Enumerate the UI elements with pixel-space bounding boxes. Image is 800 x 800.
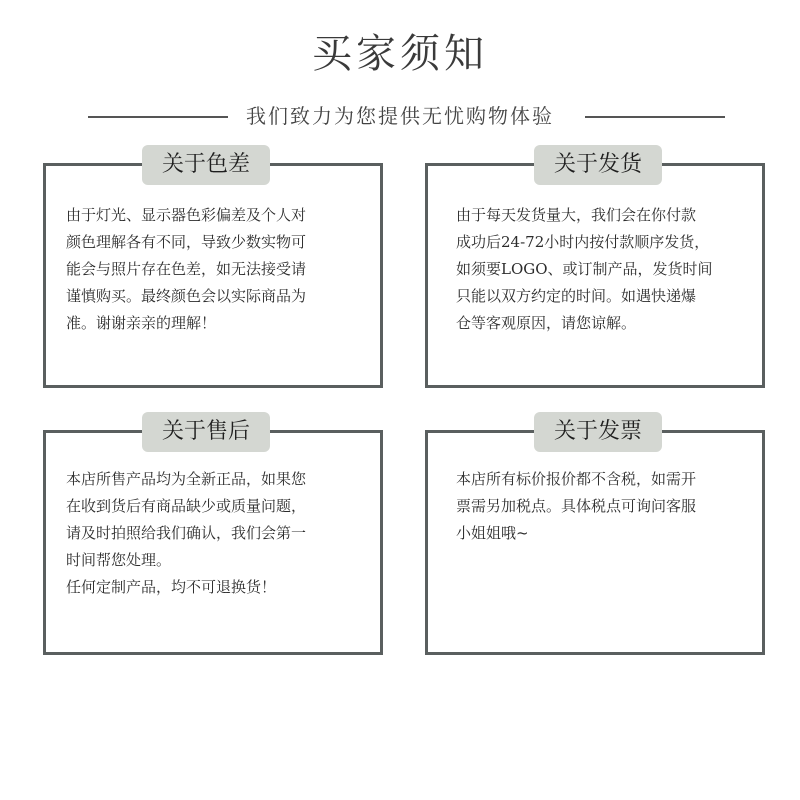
page-title: 买家须知 [312,31,488,77]
tag-after-sales: 关于售后 [142,412,270,452]
tag-color-difference: 关于色差 [142,145,270,185]
tag-invoice: 关于发票 [534,412,662,452]
tag-shipping: 关于发货 [534,145,662,185]
page-subtitle: 我们致力为您提供无忧购物体验 [246,104,554,128]
divider-right [585,116,725,118]
text-after-sales: 本店所售产品均为全新正品，如果您 在收到货后有商品缺少或质量问题， 请及时拍照给我们确认，我们会第一 时间帮您处理。 任何定制产品，均不可退换货！ [66,470,307,596]
text-shipping: 由于每天发货量大，我们会在你付款 成功后24-72小时内按付款顺序发货， 如须要LOGO、或订制产品，发货时间 只能以双方约定的时间。如遇快递爆 仓等客观原因，请您谅解。 [456,206,713,332]
text-color-difference: 由于灯光、显示器色彩偏差及个人对 颜色理解各有不同，导致少数实物可 能会与照片存在色差，如无法接受请 谨慎购买。最终颜色会以实际商品为 准。谢谢亲亲的理解！ [66,206,307,332]
text-invoice: 本店所有标价报价都不含税，如需开 票需另加税点。具体税点可询问客服 小姐姐哦~ [456,470,697,542]
